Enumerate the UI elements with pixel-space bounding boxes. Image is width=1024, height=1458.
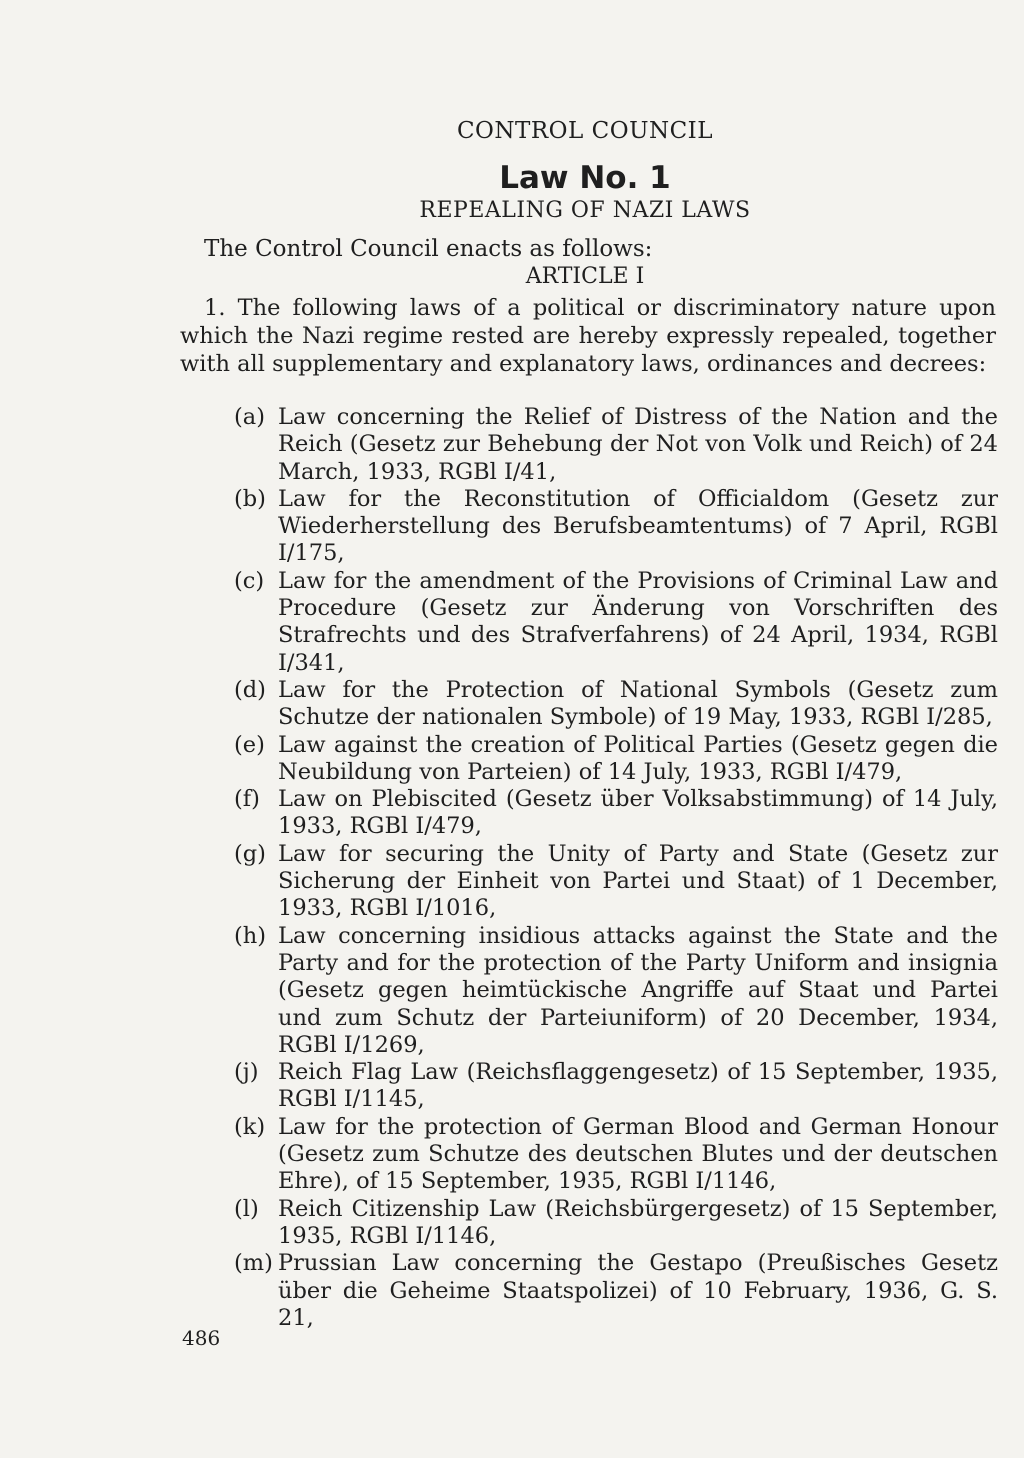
item-text: Reich Citizenship Law (Reichsbürgergesetz) of 15 September, 1935, RGBl I/1146, bbox=[278, 1195, 998, 1249]
item-text: Law concerning the Relief of Distress of the Nation and the Reich (Gesetz zur Behebung der Not von Volk und Reich) of 24 March, 1933, RGBl I/41, bbox=[278, 404, 998, 485]
item-label: (e) bbox=[234, 731, 265, 758]
item-label: (h) bbox=[234, 922, 267, 949]
list-item bbox=[234, 732, 998, 787]
item-text: Law for the amendment of the Provisions of Criminal Law and Procedure (Gesetz zur Änderung von Vorschriften des Strafrechts und des Strafverfahrens) of 24 April, 1934, RGBl I/341, bbox=[278, 567, 998, 676]
item-label: (l) bbox=[234, 1195, 259, 1222]
item-label: (k) bbox=[234, 1113, 266, 1140]
item-label: (d) bbox=[234, 676, 266, 703]
list-item bbox=[234, 923, 998, 1059]
item-text: Law for the protection of German Blood and German Honour (Gesetz zum Schutze des deutschen Blutes und der deutschen Ehre), of 15 September, 1935, RGBl I/1146, bbox=[278, 1113, 998, 1195]
item-label: (m) bbox=[234, 1250, 273, 1277]
article-paragraph: 1. The following laws of a political or discriminatory nature upon which the Nazi regime rested are hereby expressly repealed, together with all supplementary and explanatory laws, ordinances and decrees: bbox=[180, 295, 996, 377]
list-item bbox=[234, 404, 998, 486]
list-item bbox=[234, 1250, 998, 1332]
law-subtitle: REPEALING OF NAZI LAWS bbox=[419, 198, 751, 223]
list-item bbox=[234, 677, 998, 732]
repealed-laws-list bbox=[234, 404, 998, 1332]
item-text: Law for the Reconstitution of Officialdom (Gesetz zur Wiederherstellung des Berufsbeamtentums) of 7 April, RGBl I/175, bbox=[278, 485, 998, 567]
item-label: (c) bbox=[234, 567, 265, 594]
item-label: (g) bbox=[234, 840, 266, 867]
item-label: (a) bbox=[234, 404, 265, 430]
item-label: (f) bbox=[234, 786, 260, 813]
list-item bbox=[234, 841, 998, 923]
item-text: Law concerning insidious attacks against the State and the Party and for the protection of the Party Uniform and insignia (Gesetz gegen heimtückische Angriffe auf Staat und Partei und zum Schutz der Parteiuniform) of 20 December, 1934, RGBl I/1269, bbox=[278, 922, 998, 1058]
enactment-clause: The Control Council enacts as follows: bbox=[204, 236, 653, 262]
item-text: Law against the creation of Political Parties (Gesetz gegen die Neubildung von Parteien) of 14 July, 1933, RGBl I/479, bbox=[278, 731, 998, 785]
law-title: Law No. 1 bbox=[499, 160, 671, 196]
list-item bbox=[234, 486, 998, 568]
council-heading: CONTROL COUNCIL bbox=[456, 118, 714, 144]
item-text: Reich Flag Law (Reichsflaggengesetz) of 15 September, 1935, RGBl I/1145, bbox=[278, 1059, 998, 1113]
article-heading: ARTICLE I bbox=[525, 264, 645, 289]
list-item bbox=[234, 786, 998, 841]
item-label: (b) bbox=[234, 485, 266, 512]
list-item bbox=[234, 1114, 998, 1196]
page-number: 486 bbox=[182, 1326, 221, 1350]
list-item bbox=[234, 1196, 998, 1251]
list-item bbox=[234, 1059, 998, 1114]
item-text: Law on Plebiscited (Gesetz über Volksabstimmung) of 14 July, 1933, RGBl I/479, bbox=[278, 786, 998, 840]
item-text: Law for securing the Unity of Party and State (Gesetz zur Sicherung der Einheit von Partei und Staat) of 1 December, 1933, RGBl I/1016, bbox=[278, 840, 998, 922]
item-text: Law for the Protection of National Symbols (Gesetz zum Schutze der nationalen Symbole) of 19 May, 1933, RGBl I/285, bbox=[278, 676, 998, 731]
item-text: Prussian Law concerning the Gestapo (Preußisches Gesetz über die Geheime Staatspolizei) of 10 February, 1936, G. S. 21, bbox=[278, 1250, 998, 1331]
list-item bbox=[234, 568, 998, 677]
item-label: (j) bbox=[234, 1059, 259, 1086]
